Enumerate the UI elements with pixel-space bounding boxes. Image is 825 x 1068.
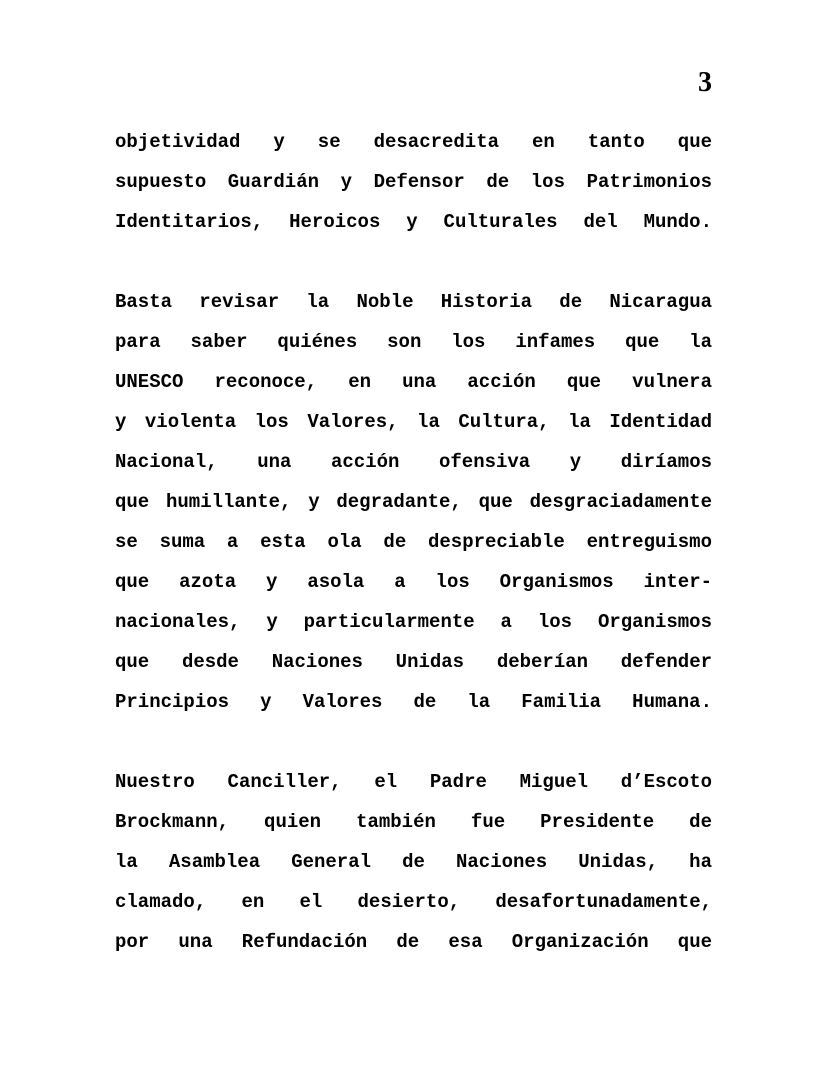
page-number: 3 <box>698 67 712 98</box>
text-line: para saber quiénes son los infames que la <box>115 331 712 353</box>
text-line: que desde Naciones Unidas deberían defender <box>115 651 712 673</box>
text-line: se suma a esta ola de despreciable entreguismo <box>115 531 712 553</box>
paragraph-1 <box>115 122 712 242</box>
text-line: Nacional, una acción ofensiva y diríamos <box>115 451 712 473</box>
text-line: objetividad y se desacredita en tanto que <box>115 131 712 153</box>
text-line: Principios y Valores de la Familia Humana. <box>115 691 712 713</box>
text-line: Basta revisar la Noble Historia de Nicaragua <box>115 291 712 313</box>
text-line: Identitarios, Heroicos y Culturales del Mundo. <box>115 211 712 233</box>
text-line: y violenta los Valores, la Cultura, la Identidad <box>115 411 712 433</box>
document-body <box>115 122 712 962</box>
text-line: nacionales, y particularmente a los Organismos <box>115 611 712 633</box>
text-line: supuesto Guardián y Defensor de los Patrimonios <box>115 171 712 193</box>
text-line: UNESCO reconoce, en una acción que vulnera <box>115 371 712 393</box>
text-line: clamado, en el desierto, desafortunadamente, <box>115 891 712 913</box>
text-line: la Asamblea General de Naciones Unidas, ha <box>115 851 712 873</box>
paragraph-3 <box>115 762 712 962</box>
text-line: que humillante, y degradante, que desgraciadamente <box>115 491 712 513</box>
text-line: por una Refundación de esa Organización que <box>115 931 712 953</box>
text-line: Brockmann, quien también fue Presidente de <box>115 811 712 833</box>
text-line: Nuestro Canciller, el Padre Miguel d’Escoto <box>115 771 712 793</box>
paragraph-2 <box>115 282 712 722</box>
text-line: que azota y asola a los Organismos inter- <box>115 571 712 593</box>
